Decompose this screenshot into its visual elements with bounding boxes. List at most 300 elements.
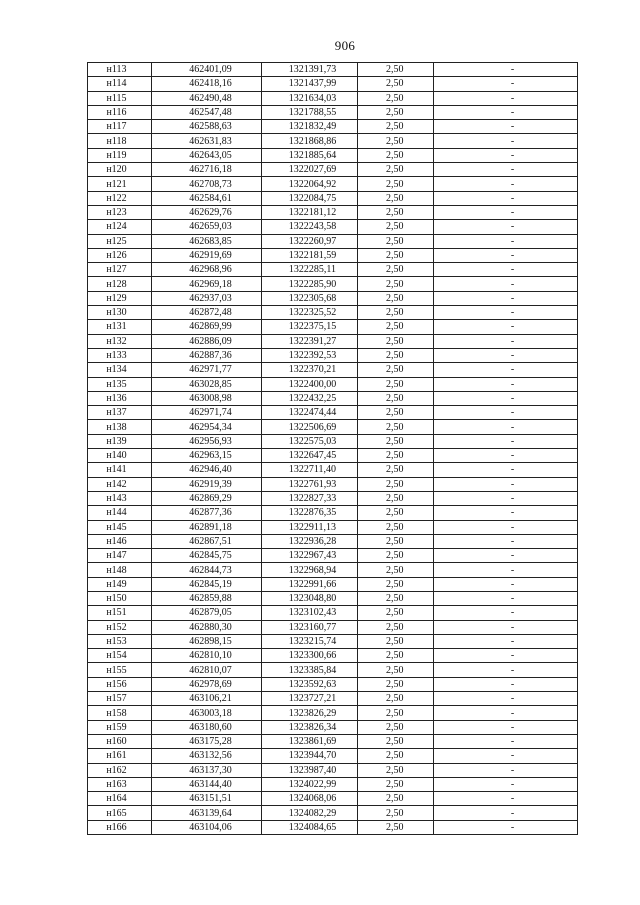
x-coordinate-cell: 462887,36 xyxy=(152,348,262,362)
y-coordinate-cell: 1322181,12 xyxy=(262,205,358,219)
table-row xyxy=(88,463,578,477)
accuracy-cell: 2,50 xyxy=(358,63,434,77)
table-row xyxy=(88,434,578,448)
accuracy-cell: 2,50 xyxy=(358,134,434,148)
table-row xyxy=(88,191,578,205)
point-id-cell: н126 xyxy=(88,248,152,262)
x-coordinate-cell: 462969,18 xyxy=(152,277,262,291)
y-coordinate-cell: 1321391,73 xyxy=(262,63,358,77)
point-id-cell: н135 xyxy=(88,377,152,391)
description-cell: - xyxy=(434,348,578,362)
point-id-cell: н122 xyxy=(88,191,152,205)
point-id-cell: н146 xyxy=(88,534,152,548)
page-number: 906 xyxy=(334,38,356,53)
description-cell: - xyxy=(434,477,578,491)
point-id-cell: н149 xyxy=(88,577,152,591)
accuracy-cell: 2,50 xyxy=(358,449,434,463)
point-id-cell: н118 xyxy=(88,134,152,148)
x-coordinate-cell: 463104,06 xyxy=(152,820,262,834)
y-coordinate-cell: 1322181,59 xyxy=(262,248,358,262)
accuracy-cell: 2,50 xyxy=(358,763,434,777)
y-coordinate-cell: 1324082,29 xyxy=(262,806,358,820)
table-row xyxy=(88,663,578,677)
table-row xyxy=(88,649,578,663)
y-coordinate-cell: 1322260,97 xyxy=(262,234,358,248)
x-coordinate-cell: 462937,03 xyxy=(152,291,262,305)
description-cell: - xyxy=(434,191,578,205)
x-coordinate-cell: 462919,69 xyxy=(152,248,262,262)
point-id-cell: н131 xyxy=(88,320,152,334)
y-coordinate-cell: 1321634,03 xyxy=(262,91,358,105)
table-row xyxy=(88,348,578,362)
table-row xyxy=(88,406,578,420)
table-row xyxy=(88,606,578,620)
accuracy-cell: 2,50 xyxy=(358,205,434,219)
y-coordinate-cell: 1322991,66 xyxy=(262,577,358,591)
y-coordinate-cell: 1324022,99 xyxy=(262,777,358,791)
accuracy-cell: 2,50 xyxy=(358,792,434,806)
x-coordinate-cell: 462844,73 xyxy=(152,563,262,577)
table-row xyxy=(88,692,578,706)
x-coordinate-cell: 462963,15 xyxy=(152,449,262,463)
description-cell: - xyxy=(434,777,578,791)
accuracy-cell: 2,50 xyxy=(358,391,434,405)
point-id-cell: н116 xyxy=(88,105,152,119)
description-cell: - xyxy=(434,377,578,391)
x-coordinate-cell: 462588,63 xyxy=(152,120,262,134)
accuracy-cell: 2,50 xyxy=(358,234,434,248)
table-row xyxy=(88,591,578,605)
table-row xyxy=(88,277,578,291)
description-cell: - xyxy=(434,163,578,177)
table-row xyxy=(88,706,578,720)
accuracy-cell: 2,50 xyxy=(358,591,434,605)
table-row xyxy=(88,763,578,777)
accuracy-cell: 2,50 xyxy=(358,620,434,634)
accuracy-cell: 2,50 xyxy=(358,263,434,277)
y-coordinate-cell: 1324084,65 xyxy=(262,820,358,834)
y-coordinate-cell: 1323215,74 xyxy=(262,634,358,648)
description-cell: - xyxy=(434,634,578,648)
point-id-cell: н129 xyxy=(88,291,152,305)
table-row xyxy=(88,234,578,248)
accuracy-cell: 2,50 xyxy=(358,577,434,591)
description-cell: - xyxy=(434,549,578,563)
accuracy-cell: 2,50 xyxy=(358,520,434,534)
y-coordinate-cell: 1323160,77 xyxy=(262,620,358,634)
description-cell: - xyxy=(434,577,578,591)
y-coordinate-cell: 1322027,69 xyxy=(262,163,358,177)
description-cell: - xyxy=(434,391,578,405)
y-coordinate-cell: 1322474,44 xyxy=(262,406,358,420)
accuracy-cell: 2,50 xyxy=(358,806,434,820)
accuracy-cell: 2,50 xyxy=(358,291,434,305)
y-coordinate-cell: 1322064,92 xyxy=(262,177,358,191)
table-row xyxy=(88,291,578,305)
x-coordinate-cell: 463175,28 xyxy=(152,734,262,748)
accuracy-cell: 2,50 xyxy=(358,549,434,563)
y-coordinate-cell: 1322827,33 xyxy=(262,491,358,505)
description-cell: - xyxy=(434,563,578,577)
accuracy-cell: 2,50 xyxy=(358,677,434,691)
x-coordinate-cell: 463137,30 xyxy=(152,763,262,777)
x-coordinate-cell: 463028,85 xyxy=(152,377,262,391)
point-id-cell: н117 xyxy=(88,120,152,134)
x-coordinate-cell: 462869,29 xyxy=(152,491,262,505)
y-coordinate-cell: 1322911,13 xyxy=(262,520,358,534)
table-row xyxy=(88,334,578,348)
x-coordinate-cell: 463106,21 xyxy=(152,692,262,706)
table-row xyxy=(88,205,578,219)
accuracy-cell: 2,50 xyxy=(358,649,434,663)
accuracy-cell: 2,50 xyxy=(358,634,434,648)
table-row xyxy=(88,449,578,463)
x-coordinate-cell: 462879,05 xyxy=(152,606,262,620)
table-row xyxy=(88,520,578,534)
y-coordinate-cell: 1322392,53 xyxy=(262,348,358,362)
x-coordinate-cell: 462845,75 xyxy=(152,549,262,563)
description-cell: - xyxy=(434,806,578,820)
y-coordinate-cell: 1322761,93 xyxy=(262,477,358,491)
description-cell: - xyxy=(434,220,578,234)
accuracy-cell: 2,50 xyxy=(358,320,434,334)
description-cell: - xyxy=(434,749,578,763)
accuracy-cell: 2,50 xyxy=(358,534,434,548)
y-coordinate-cell: 1322285,90 xyxy=(262,277,358,291)
point-id-cell: н165 xyxy=(88,806,152,820)
y-coordinate-cell: 1323987,40 xyxy=(262,763,358,777)
description-cell: - xyxy=(434,677,578,691)
point-id-cell: н154 xyxy=(88,649,152,663)
table-row xyxy=(88,634,578,648)
accuracy-cell: 2,50 xyxy=(358,105,434,119)
description-cell: - xyxy=(434,148,578,162)
coordinates-table-wrapper xyxy=(87,62,578,835)
x-coordinate-cell: 462547,48 xyxy=(152,105,262,119)
description-cell: - xyxy=(434,649,578,663)
x-coordinate-cell: 462490,48 xyxy=(152,91,262,105)
point-id-cell: н136 xyxy=(88,391,152,405)
accuracy-cell: 2,50 xyxy=(358,706,434,720)
table-row xyxy=(88,105,578,119)
x-coordinate-cell: 462401,09 xyxy=(152,63,262,77)
x-coordinate-cell: 462867,51 xyxy=(152,534,262,548)
y-coordinate-cell: 1322084,75 xyxy=(262,191,358,205)
y-coordinate-cell: 1321885,64 xyxy=(262,148,358,162)
y-coordinate-cell: 1323826,29 xyxy=(262,706,358,720)
x-coordinate-cell: 463003,18 xyxy=(152,706,262,720)
point-id-cell: н140 xyxy=(88,449,152,463)
x-coordinate-cell: 462859,88 xyxy=(152,591,262,605)
description-cell: - xyxy=(434,663,578,677)
description-cell: - xyxy=(434,591,578,605)
description-cell: - xyxy=(434,734,578,748)
x-coordinate-cell: 462810,07 xyxy=(152,663,262,677)
description-cell: - xyxy=(434,491,578,505)
accuracy-cell: 2,50 xyxy=(358,491,434,505)
accuracy-cell: 2,50 xyxy=(358,348,434,362)
description-cell: - xyxy=(434,792,578,806)
description-cell: - xyxy=(434,820,578,834)
x-coordinate-cell: 463139,64 xyxy=(152,806,262,820)
coordinates-table xyxy=(87,62,578,835)
x-coordinate-cell: 462810,10 xyxy=(152,649,262,663)
table-row xyxy=(88,263,578,277)
y-coordinate-cell: 1323727,21 xyxy=(262,692,358,706)
point-id-cell: н159 xyxy=(88,720,152,734)
point-id-cell: н158 xyxy=(88,706,152,720)
point-id-cell: н142 xyxy=(88,477,152,491)
table-row xyxy=(88,120,578,134)
table-row xyxy=(88,220,578,234)
accuracy-cell: 2,50 xyxy=(358,248,434,262)
accuracy-cell: 2,50 xyxy=(358,148,434,162)
x-coordinate-cell: 462956,93 xyxy=(152,434,262,448)
point-id-cell: н160 xyxy=(88,734,152,748)
table-row xyxy=(88,391,578,405)
accuracy-cell: 2,50 xyxy=(358,563,434,577)
description-cell: - xyxy=(434,434,578,448)
x-coordinate-cell: 462659,03 xyxy=(152,220,262,234)
point-id-cell: н166 xyxy=(88,820,152,834)
accuracy-cell: 2,50 xyxy=(358,749,434,763)
point-id-cell: н130 xyxy=(88,306,152,320)
x-coordinate-cell: 462418,16 xyxy=(152,77,262,91)
point-id-cell: н164 xyxy=(88,792,152,806)
description-cell: - xyxy=(434,277,578,291)
x-coordinate-cell: 462643,05 xyxy=(152,148,262,162)
description-cell: - xyxy=(434,105,578,119)
point-id-cell: н150 xyxy=(88,591,152,605)
table-row xyxy=(88,577,578,591)
accuracy-cell: 2,50 xyxy=(358,606,434,620)
y-coordinate-cell: 1322305,68 xyxy=(262,291,358,305)
description-cell: - xyxy=(434,520,578,534)
y-coordinate-cell: 1322506,69 xyxy=(262,420,358,434)
description-cell: - xyxy=(434,306,578,320)
table-row xyxy=(88,306,578,320)
x-coordinate-cell: 462919,39 xyxy=(152,477,262,491)
accuracy-cell: 2,50 xyxy=(358,191,434,205)
table-row xyxy=(88,820,578,834)
x-coordinate-cell: 462971,77 xyxy=(152,363,262,377)
x-coordinate-cell: 462872,48 xyxy=(152,306,262,320)
description-cell: - xyxy=(434,606,578,620)
point-id-cell: н127 xyxy=(88,263,152,277)
table-row xyxy=(88,549,578,563)
point-id-cell: н148 xyxy=(88,563,152,577)
description-cell: - xyxy=(434,91,578,105)
y-coordinate-cell: 1322968,94 xyxy=(262,563,358,577)
accuracy-cell: 2,50 xyxy=(358,734,434,748)
point-id-cell: н151 xyxy=(88,606,152,620)
description-cell: - xyxy=(434,63,578,77)
accuracy-cell: 2,50 xyxy=(358,220,434,234)
y-coordinate-cell: 1323300,66 xyxy=(262,649,358,663)
accuracy-cell: 2,50 xyxy=(358,663,434,677)
table-row xyxy=(88,806,578,820)
x-coordinate-cell: 463008,98 xyxy=(152,391,262,405)
table-row xyxy=(88,91,578,105)
x-coordinate-cell: 462869,99 xyxy=(152,320,262,334)
table-row xyxy=(88,363,578,377)
x-coordinate-cell: 462716,18 xyxy=(152,163,262,177)
accuracy-cell: 2,50 xyxy=(358,463,434,477)
x-coordinate-cell: 462877,36 xyxy=(152,506,262,520)
y-coordinate-cell: 1323592,63 xyxy=(262,677,358,691)
y-coordinate-cell: 1324068,06 xyxy=(262,792,358,806)
description-cell: - xyxy=(434,449,578,463)
x-coordinate-cell: 462631,83 xyxy=(152,134,262,148)
description-cell: - xyxy=(434,534,578,548)
point-id-cell: н128 xyxy=(88,277,152,291)
description-cell: - xyxy=(434,205,578,219)
description-cell: - xyxy=(434,248,578,262)
table-row xyxy=(88,792,578,806)
point-id-cell: н161 xyxy=(88,749,152,763)
point-id-cell: н134 xyxy=(88,363,152,377)
table-row xyxy=(88,563,578,577)
x-coordinate-cell: 462954,34 xyxy=(152,420,262,434)
table-row xyxy=(88,506,578,520)
point-id-cell: н115 xyxy=(88,91,152,105)
point-id-cell: н162 xyxy=(88,763,152,777)
point-id-cell: н147 xyxy=(88,549,152,563)
table-row xyxy=(88,377,578,391)
accuracy-cell: 2,50 xyxy=(358,477,434,491)
accuracy-cell: 2,50 xyxy=(358,377,434,391)
description-cell: - xyxy=(434,720,578,734)
table-row xyxy=(88,477,578,491)
y-coordinate-cell: 1323861,69 xyxy=(262,734,358,748)
table-row xyxy=(88,677,578,691)
x-coordinate-cell: 462584,61 xyxy=(152,191,262,205)
description-cell: - xyxy=(434,77,578,91)
point-id-cell: н152 xyxy=(88,620,152,634)
y-coordinate-cell: 1321437,99 xyxy=(262,77,358,91)
description-cell: - xyxy=(434,620,578,634)
x-coordinate-cell: 463180,60 xyxy=(152,720,262,734)
y-coordinate-cell: 1322370,21 xyxy=(262,363,358,377)
x-coordinate-cell: 463132,56 xyxy=(152,749,262,763)
table-row xyxy=(88,777,578,791)
accuracy-cell: 2,50 xyxy=(358,91,434,105)
table-row xyxy=(88,420,578,434)
y-coordinate-cell: 1321788,55 xyxy=(262,105,358,119)
y-coordinate-cell: 1323944,70 xyxy=(262,749,358,763)
accuracy-cell: 2,50 xyxy=(358,334,434,348)
y-coordinate-cell: 1322876,35 xyxy=(262,506,358,520)
accuracy-cell: 2,50 xyxy=(358,177,434,191)
x-coordinate-cell: 462845,19 xyxy=(152,577,262,591)
x-coordinate-cell: 462891,18 xyxy=(152,520,262,534)
table-row xyxy=(88,77,578,91)
point-id-cell: н125 xyxy=(88,234,152,248)
description-cell: - xyxy=(434,406,578,420)
description-cell: - xyxy=(434,177,578,191)
description-cell: - xyxy=(434,320,578,334)
point-id-cell: н119 xyxy=(88,148,152,162)
accuracy-cell: 2,50 xyxy=(358,434,434,448)
description-cell: - xyxy=(434,363,578,377)
y-coordinate-cell: 1322243,58 xyxy=(262,220,358,234)
point-id-cell: н114 xyxy=(88,77,152,91)
accuracy-cell: 2,50 xyxy=(358,77,434,91)
x-coordinate-cell: 462968,96 xyxy=(152,263,262,277)
table-row xyxy=(88,177,578,191)
description-cell: - xyxy=(434,463,578,477)
table-row xyxy=(88,734,578,748)
x-coordinate-cell: 462708,73 xyxy=(152,177,262,191)
x-coordinate-cell: 462683,85 xyxy=(152,234,262,248)
y-coordinate-cell: 1321868,86 xyxy=(262,134,358,148)
table-row xyxy=(88,163,578,177)
y-coordinate-cell: 1322711,40 xyxy=(262,463,358,477)
description-cell: - xyxy=(434,291,578,305)
table-row xyxy=(88,491,578,505)
point-id-cell: н133 xyxy=(88,348,152,362)
table-row xyxy=(88,248,578,262)
accuracy-cell: 2,50 xyxy=(358,363,434,377)
point-id-cell: н145 xyxy=(88,520,152,534)
accuracy-cell: 2,50 xyxy=(358,277,434,291)
x-coordinate-cell: 462886,09 xyxy=(152,334,262,348)
description-cell: - xyxy=(434,120,578,134)
table-row xyxy=(88,63,578,77)
y-coordinate-cell: 1322325,52 xyxy=(262,306,358,320)
table-row xyxy=(88,749,578,763)
y-coordinate-cell: 1323826,34 xyxy=(262,720,358,734)
point-id-cell: н124 xyxy=(88,220,152,234)
accuracy-cell: 2,50 xyxy=(358,306,434,320)
accuracy-cell: 2,50 xyxy=(358,406,434,420)
x-coordinate-cell: 462978,69 xyxy=(152,677,262,691)
accuracy-cell: 2,50 xyxy=(358,420,434,434)
description-cell: - xyxy=(434,506,578,520)
point-id-cell: н153 xyxy=(88,634,152,648)
table-row xyxy=(88,148,578,162)
description-cell: - xyxy=(434,763,578,777)
point-id-cell: н163 xyxy=(88,777,152,791)
accuracy-cell: 2,50 xyxy=(358,720,434,734)
y-coordinate-cell: 1323102,43 xyxy=(262,606,358,620)
table-row xyxy=(88,320,578,334)
point-id-cell: н144 xyxy=(88,506,152,520)
point-id-cell: н132 xyxy=(88,334,152,348)
point-id-cell: н121 xyxy=(88,177,152,191)
point-id-cell: н139 xyxy=(88,434,152,448)
x-coordinate-cell: 462629,76 xyxy=(152,205,262,219)
y-coordinate-cell: 1323385,84 xyxy=(262,663,358,677)
point-id-cell: н120 xyxy=(88,163,152,177)
description-cell: - xyxy=(434,334,578,348)
description-cell: - xyxy=(434,692,578,706)
table-row xyxy=(88,620,578,634)
y-coordinate-cell: 1322647,45 xyxy=(262,449,358,463)
y-coordinate-cell: 1322391,27 xyxy=(262,334,358,348)
x-coordinate-cell: 462898,15 xyxy=(152,634,262,648)
point-id-cell: н156 xyxy=(88,677,152,691)
y-coordinate-cell: 1322432,25 xyxy=(262,391,358,405)
accuracy-cell: 2,50 xyxy=(358,506,434,520)
y-coordinate-cell: 1323048,80 xyxy=(262,591,358,605)
point-id-cell: н141 xyxy=(88,463,152,477)
point-id-cell: н143 xyxy=(88,491,152,505)
coordinates-table-body xyxy=(88,63,578,835)
y-coordinate-cell: 1322375,15 xyxy=(262,320,358,334)
x-coordinate-cell: 462971,74 xyxy=(152,406,262,420)
y-coordinate-cell: 1322575,03 xyxy=(262,434,358,448)
